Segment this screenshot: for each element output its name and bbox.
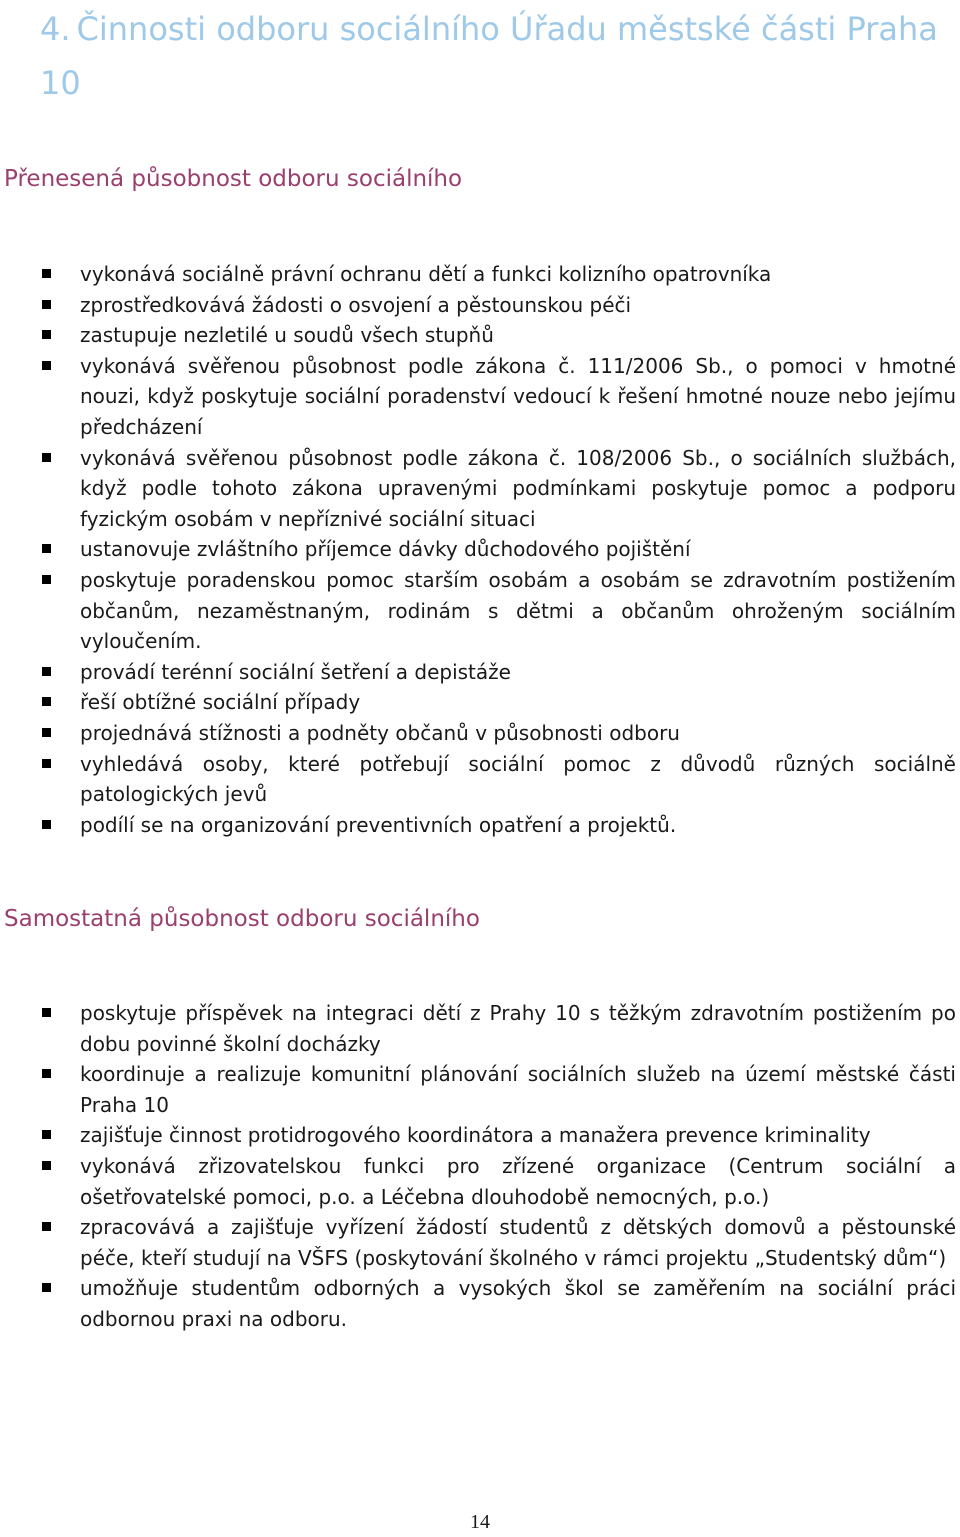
page-number: 14: [470, 1511, 490, 1533]
chapter-heading: [40, 2, 950, 110]
square-bullet-icon: [42, 1283, 51, 1292]
list-item: vykonává sociálně právní ochranu dětí a funkci kolizního opatrovníka: [40, 259, 956, 290]
square-bullet-icon: [42, 330, 51, 339]
square-bullet-icon: [42, 759, 51, 768]
list-item: umožňuje studentům odborných a vysokých škol se zaměřením na sociální práci odbornou praxi na odboru.: [40, 1273, 956, 1334]
list-item: ustanovuje zvláštního příjemce dávky důchodového pojištění: [40, 534, 956, 565]
list-item: provádí terénní sociální šetření a depistáže: [40, 657, 956, 688]
list-item: řeší obtížné sociální případy: [40, 687, 956, 718]
list-item: poskytuje příspěvek na integraci dětí z Prahy 10 s těžkým zdravotním postižením po dobu povinné školní docházky: [40, 998, 956, 1059]
list-item: koordinuje a realizuje komunitní plánování sociálních služeb na území městské části Praha 10: [40, 1059, 956, 1120]
list-item: zpracovává a zajišťuje vyřízení žádostí studentů z dětských domovů a pěstounské péče, kteří studují na VŠFS (poskytování školného v rámci projektu „Studentský dům“): [40, 1212, 956, 1273]
section-heading-independent: Samostatná působnost odboru sociálního: [4, 906, 480, 932]
square-bullet-icon: [42, 544, 51, 553]
list-item: vyhledává osoby, které potřebují sociální pomoc z důvodů různých sociálně patologických jevů: [40, 749, 956, 810]
square-bullet-icon: [42, 300, 51, 309]
square-bullet-icon: [42, 820, 51, 829]
delegated-duties-list: [40, 259, 956, 840]
square-bullet-icon: [42, 697, 51, 706]
square-bullet-icon: [42, 1069, 51, 1078]
chapter-number: 4.: [40, 10, 71, 48]
list-item: vykonává svěřenou působnost podle zákona č. 111/2006 Sb., o pomoci v hmotné nouzi, když poskytuje sociální poradenství vedoucí k řešení hmotné nouze nebo jejímu předcházení: [40, 351, 956, 443]
square-bullet-icon: [42, 1222, 51, 1231]
list-item: vykonává svěřenou působnost podle zákona č. 108/2006 Sb., o sociálních službách, když podle tohoto zákona upravenými podmínkami poskytuje pomoc a podporu fyzickým osobám v nepříznivé sociální situaci: [40, 443, 956, 535]
list-item: podílí se na organizování preventivních opatření a projektů.: [40, 810, 956, 841]
square-bullet-icon: [42, 361, 51, 370]
square-bullet-icon: [42, 1161, 51, 1170]
independent-duties-list: [40, 998, 956, 1335]
list-item: poskytuje poradenskou pomoc starším osobám a osobám se zdravotním postižením občanům, nezaměstnaným, rodinám s dětmi a občanům ohroženým sociálním vyloučením.: [40, 565, 956, 657]
list-item: vykonává zřizovatelskou funkci pro zřízené organizace (Centrum sociální a ošetřovatelské pomoci, p.o. a Léčebna dlouhodobě nemocných, p.o.): [40, 1151, 956, 1212]
square-bullet-icon: [42, 453, 51, 462]
list-item: zprostředkovává žádosti o osvojení a pěstounskou péči: [40, 290, 956, 321]
square-bullet-icon: [42, 1008, 51, 1017]
list-item: projednává stížnosti a podněty občanů v působnosti odboru: [40, 718, 956, 749]
square-bullet-icon: [42, 575, 51, 584]
section-heading-delegated: Přenesená působnost odboru sociálního: [4, 166, 463, 192]
chapter-title: Činnosti odboru sociálního Úřadu městské části Praha 10: [40, 10, 938, 102]
list-item: zajišťuje činnost protidrogového koordinátora a manažera prevence kriminality: [40, 1120, 956, 1151]
square-bullet-icon: [42, 1130, 51, 1139]
square-bullet-icon: [42, 728, 51, 737]
list-item: zastupuje nezletilé u soudů všech stupňů: [40, 320, 956, 351]
square-bullet-icon: [42, 667, 51, 676]
square-bullet-icon: [42, 269, 51, 278]
